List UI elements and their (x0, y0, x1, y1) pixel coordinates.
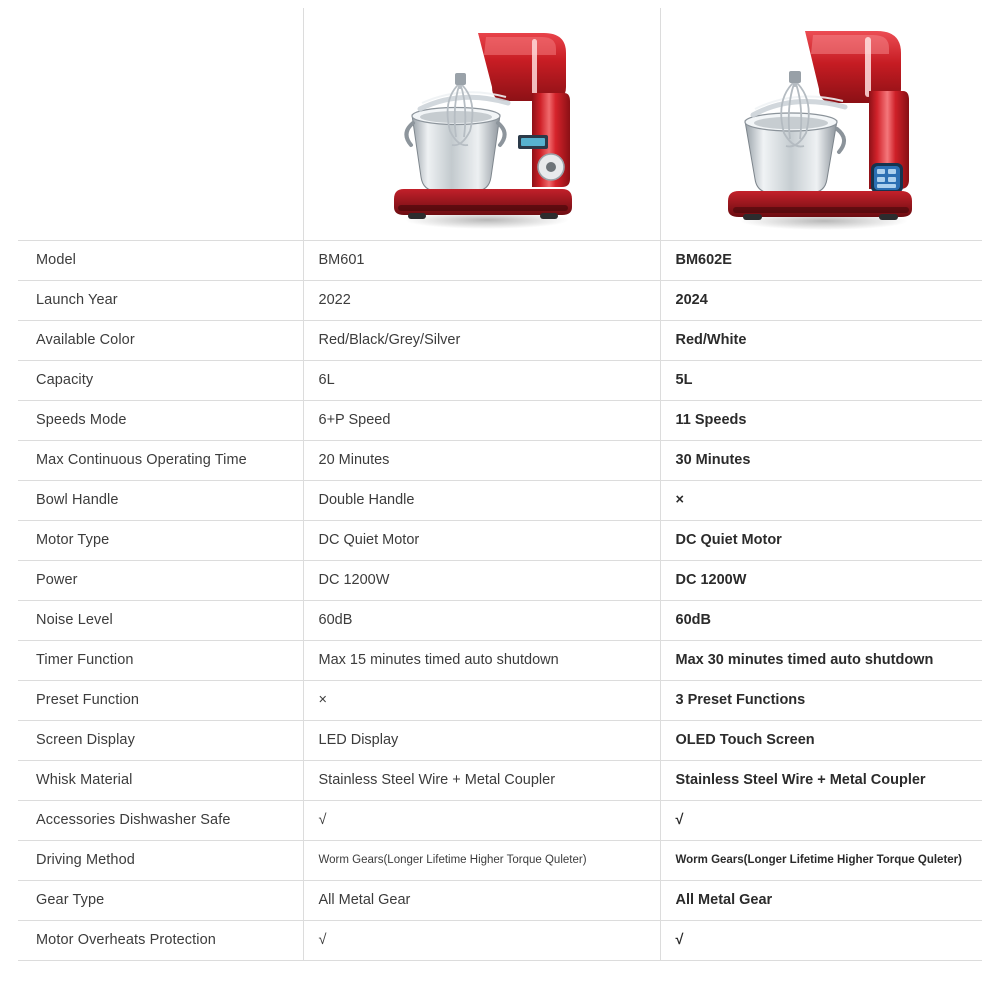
product-1-value: BM601 (318, 252, 365, 268)
table-row (18, 280, 982, 320)
spec-label-cell (18, 760, 303, 800)
table-row (18, 360, 982, 400)
product-2-value-cell (660, 560, 982, 600)
spec-label-cell (18, 320, 303, 360)
product-1-value: Double Handle (318, 492, 415, 508)
product-2-value-cell (660, 320, 982, 360)
spec-label-cell (18, 560, 303, 600)
table-row (18, 920, 982, 960)
product-1-value: 6+P Speed (318, 412, 391, 428)
table-row (18, 440, 982, 480)
product-1-value-cell (303, 320, 660, 360)
product-1-value: DC 1200W (318, 572, 390, 588)
product-1-value: 60dB (318, 612, 353, 628)
spec-label-cell (18, 480, 303, 520)
product-1-value: Red/Black/Grey/Silver (318, 332, 461, 348)
table-row (18, 520, 982, 560)
spec-label: Launch Year (36, 292, 118, 308)
table-row (18, 320, 982, 360)
spec-label-cell (18, 920, 303, 960)
table-row (18, 480, 982, 520)
product-1-image-cell (303, 8, 660, 240)
table-row (18, 800, 982, 840)
spec-label-cell (18, 720, 303, 760)
spec-label: Timer Function (36, 652, 134, 668)
product-1-value-cell (303, 920, 660, 960)
table-row (18, 240, 982, 280)
spec-label-cell (18, 440, 303, 480)
spec-label-cell (18, 880, 303, 920)
spec-label-cell (18, 640, 303, 680)
product-1-value-cell (303, 360, 660, 400)
product-2-value: 30 Minutes (675, 452, 751, 468)
product-2-value: √ (675, 812, 684, 828)
product-1-value-cell (303, 520, 660, 560)
product-2-value: 3 Preset Functions (675, 692, 806, 708)
product-1-value-cell (303, 240, 660, 280)
product-2-value: Worm Gears(Longer Lifetime Higher Torque Quleter) (675, 854, 962, 866)
spec-label: Motor Overheats Protection (36, 932, 216, 948)
table-row (18, 840, 982, 880)
product-2-value: DC 1200W (675, 572, 747, 588)
spec-label-cell (18, 400, 303, 440)
spec-label: Bowl Handle (36, 492, 119, 508)
product-2-value: All Metal Gear (675, 892, 773, 908)
spec-label: Preset Function (36, 692, 140, 708)
product-1-value: DC Quiet Motor (318, 532, 420, 548)
spec-label: Whisk Material (36, 772, 133, 788)
spec-label-cell (18, 800, 303, 840)
table-row (18, 560, 982, 600)
spec-comparison-table (18, 8, 982, 961)
product-1-value-cell (303, 640, 660, 680)
product-2-value: 60dB (675, 612, 711, 628)
product-2-value: √ (675, 932, 684, 948)
product-1-value: 2022 (318, 292, 351, 308)
product-2-value-cell (660, 920, 982, 960)
table-row (18, 760, 982, 800)
product-2-value-cell (660, 600, 982, 640)
spec-label: Noise Level (36, 612, 113, 628)
product-1-value-cell (303, 400, 660, 440)
product-1-value-cell (303, 280, 660, 320)
spec-label: Screen Display (36, 732, 135, 748)
product-1-value: √ (318, 932, 327, 948)
product-1-value-cell (303, 880, 660, 920)
product-2-value-cell (660, 640, 982, 680)
spec-label: Capacity (36, 372, 94, 388)
product-1-value: Max 15 minutes timed auto shutdown (318, 652, 559, 668)
product-1-value: × (318, 692, 327, 708)
spec-label: Available Color (36, 332, 135, 348)
product-2-value-cell (660, 880, 982, 920)
product-2-image-cell (660, 8, 982, 240)
product-2-value-cell (660, 360, 982, 400)
product-2-value-cell (660, 680, 982, 720)
product-2-value-cell (660, 280, 982, 320)
table-row (18, 720, 982, 760)
spec-label-cell (18, 240, 303, 280)
table-row (18, 880, 982, 920)
product-2-value-cell (660, 720, 982, 760)
product-2-value-cell (660, 400, 982, 440)
spec-label: Driving Method (36, 852, 135, 868)
product-2-value: DC Quiet Motor (675, 532, 782, 548)
product-1-value-cell (303, 680, 660, 720)
spec-label: Speeds Mode (36, 412, 127, 428)
spec-label-cell (18, 520, 303, 560)
product-2-value: Stainless Steel Wire + Metal Coupler (675, 772, 926, 788)
product-2-value: 2024 (675, 292, 708, 308)
product-2-value: BM602E (675, 252, 732, 268)
product-2-value: OLED Touch Screen (675, 732, 815, 748)
product-2-value-cell (660, 840, 982, 880)
product-2-value: × (675, 492, 684, 508)
spec-label-cell (18, 680, 303, 720)
product-2-value-cell (660, 800, 982, 840)
product-image-bm601 (382, 17, 582, 232)
product-2-value: 11 Speeds (675, 412, 747, 428)
spec-label-cell (18, 600, 303, 640)
product-1-value: All Metal Gear (318, 892, 411, 908)
spec-label-cell (18, 360, 303, 400)
table-header-row (18, 8, 982, 240)
product-2-value: 5L (675, 372, 693, 388)
spec-label: Power (36, 572, 78, 588)
table-row (18, 600, 982, 640)
spec-label: Max Continuous Operating Time (36, 452, 247, 468)
product-1-value-cell (303, 560, 660, 600)
product-2-value-cell (660, 520, 982, 560)
spec-label: Model (36, 252, 76, 268)
table-row (18, 680, 982, 720)
product-1-value: LED Display (318, 732, 399, 748)
product-1-value-cell (303, 480, 660, 520)
product-1-value-cell (303, 800, 660, 840)
product-1-value: √ (318, 812, 327, 828)
spec-label-cell (18, 280, 303, 320)
spec-label-cell (18, 840, 303, 880)
product-1-value: 6L (318, 372, 335, 388)
product-1-value-cell (303, 760, 660, 800)
product-2-value-cell (660, 240, 982, 280)
spec-label: Gear Type (36, 892, 105, 908)
product-2-value: Red/White (675, 332, 747, 348)
product-1-value: 20 Minutes (318, 452, 390, 468)
product-1-value-cell (303, 840, 660, 880)
header-empty-cell (18, 8, 303, 240)
product-2-value-cell (660, 760, 982, 800)
product-1-value-cell (303, 720, 660, 760)
table-row (18, 640, 982, 680)
table-row (18, 400, 982, 440)
product-2-value-cell (660, 480, 982, 520)
product-2-value-cell (660, 440, 982, 480)
product-1-value-cell (303, 440, 660, 480)
product-1-value: Worm Gears(Longer Lifetime Higher Torque Quleter) (318, 854, 587, 866)
spec-label: Accessories Dishwasher Safe (36, 812, 231, 828)
product-1-value-cell (303, 600, 660, 640)
product-image-bm602e (719, 17, 924, 232)
product-1-value: Stainless Steel Wire + Metal Coupler (318, 772, 556, 788)
product-2-value: Max 30 minutes timed auto shutdown (675, 652, 934, 668)
spec-label: Motor Type (36, 532, 110, 548)
